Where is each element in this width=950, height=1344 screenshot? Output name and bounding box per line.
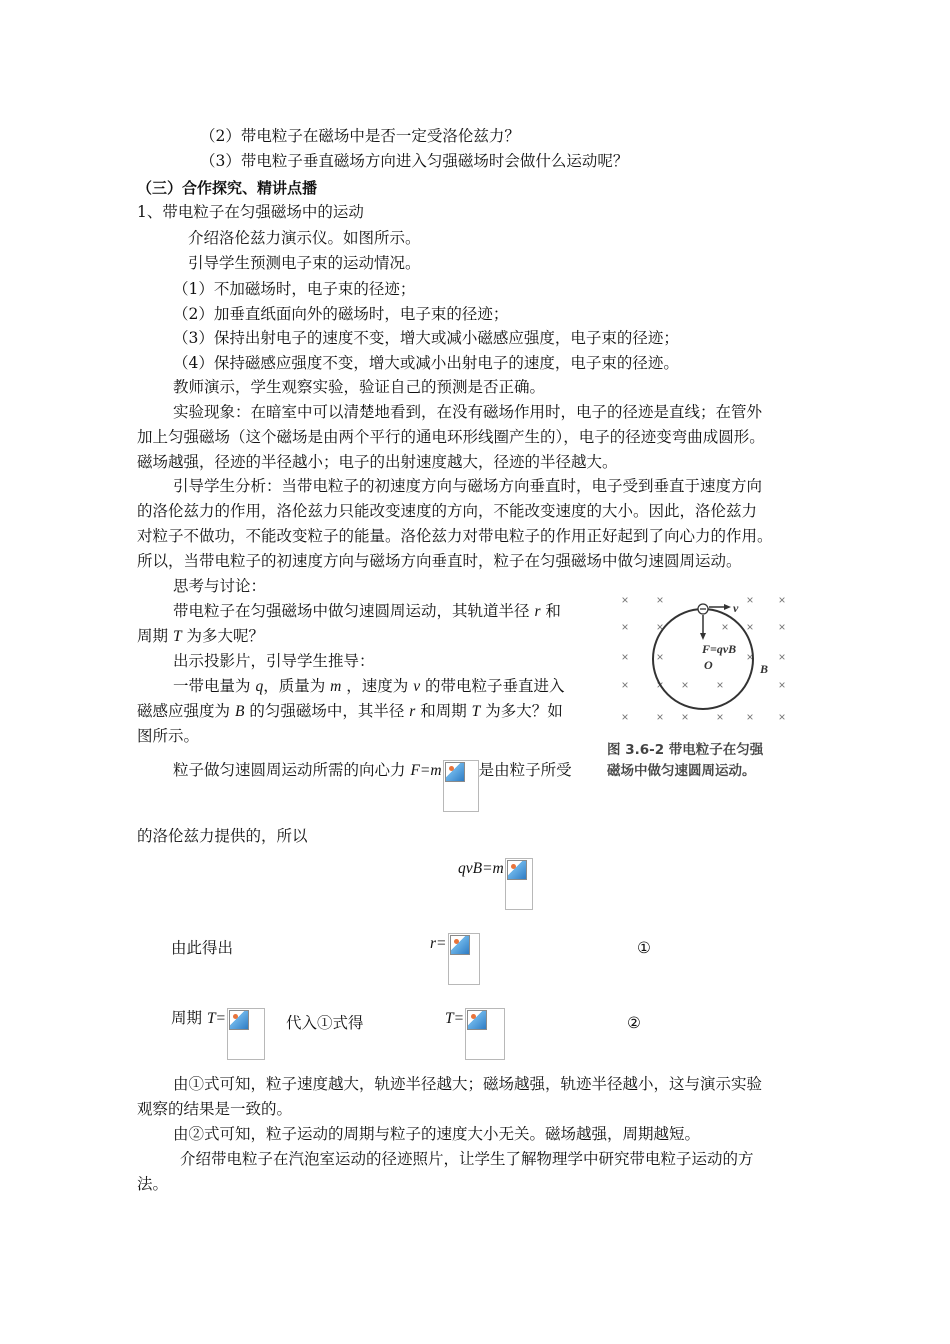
problem-line: 图所示。 bbox=[137, 727, 200, 745]
prediction-item: （3）保持出射电子的速度不变，增大或减小磁感应强度，电子束的径迹； bbox=[173, 329, 679, 347]
question-3: （3）带电粒子垂直磁场方向进入匀强磁场时会做什么运动呢？ bbox=[200, 152, 629, 170]
problem-line: 磁感应强度为 B 的匀强磁场中，其半径 r 和周期 T 为多大？如 bbox=[137, 702, 563, 720]
subheading: 1、带电粒子在匀强磁场中的运动 bbox=[137, 203, 364, 221]
substitute-text: 代入①式得 bbox=[286, 1014, 364, 1032]
formula-image-icon bbox=[505, 858, 533, 910]
svg-text:×: × bbox=[656, 620, 664, 634]
svg-text:×: × bbox=[778, 593, 786, 607]
analysis-line: 的洛伦兹力的作用，洛伦兹力只能改变速度的方向，不能改变速度的大小。因此，洛伦兹力 bbox=[137, 502, 758, 520]
formula-image-icon bbox=[448, 933, 480, 985]
question-line: 周期 T 为多大呢？ bbox=[137, 627, 264, 645]
svg-text:×: × bbox=[746, 593, 754, 607]
svg-text:×: × bbox=[621, 710, 629, 724]
prediction-item: （2）加垂直纸面向外的磁场时，电子束的径迹； bbox=[173, 305, 509, 323]
svg-text:×: × bbox=[621, 620, 629, 634]
conclusion-line: 由①式可知，粒子速度越大，轨迹半径越大；磁场越强，轨迹半径越小，这与演示实验 bbox=[173, 1075, 763, 1093]
formula-image-icon bbox=[227, 1008, 265, 1060]
phenomenon-line: 加上匀强磁场（这个磁场是由两个平行的通电环形线圈产生的），电子的径迹变弯曲成圆形。 bbox=[137, 428, 765, 446]
analysis-line: 所以，当带电粒子的初速度方向与磁场方向垂直时，粒子在匀强磁场中做匀速圆周运动。 bbox=[137, 552, 742, 570]
phenomenon-line: 磁场越强，径迹的半径越小；电子的出射速度越大，径迹的半径越大。 bbox=[137, 453, 618, 471]
analysis-line: 引导学生分析：当带电粒子的初速度方向与磁场方向垂直时，电子受到垂直于速度方向 bbox=[173, 477, 763, 495]
svg-text:×: × bbox=[746, 620, 754, 634]
centripetal-line: 的洛伦兹力提供的，所以 bbox=[137, 827, 308, 845]
equation-number-1: ① bbox=[637, 939, 651, 957]
equation-r: r= bbox=[430, 933, 480, 985]
svg-text:×: × bbox=[746, 650, 754, 664]
svg-text:×: × bbox=[716, 678, 724, 692]
demo-text: 教师演示，学生观察实验，验证自己的预测是否正确。 bbox=[173, 378, 546, 396]
svg-text:×: × bbox=[716, 710, 724, 724]
svg-text:×: × bbox=[746, 710, 754, 724]
svg-text:×: × bbox=[778, 650, 786, 664]
closing-line: 法。 bbox=[137, 1175, 169, 1193]
svg-text:×: × bbox=[621, 650, 629, 664]
formula-image-icon bbox=[465, 1008, 505, 1060]
equation-number-2: ② bbox=[627, 1014, 641, 1032]
svg-text:×: × bbox=[656, 678, 664, 692]
svg-text:×: × bbox=[778, 620, 786, 634]
closing-line: 介绍带电粒子在汽泡室运动的径迹照片，让学生了解物理学中研究带电粒子运动的方 bbox=[180, 1150, 754, 1168]
conclusion-line: 观察的结果是一致的。 bbox=[137, 1100, 293, 1118]
formula-image-icon bbox=[443, 760, 479, 812]
prediction-item: （1）不加磁场时，电子束的径迹； bbox=[173, 280, 416, 298]
force-label: F=qvB bbox=[702, 642, 737, 656]
equation-T: T= bbox=[445, 1008, 505, 1060]
section-heading: （三）合作探究、精讲点播 bbox=[137, 179, 318, 197]
intro-line: 引导学生预测电子束的运动情况。 bbox=[188, 254, 421, 272]
problem-line: 一带电量为 q，质量为 m ，速度为 v 的带电粒子垂直进入 bbox=[173, 677, 565, 695]
analysis-line: 对粒子不做功，不能改变粒子的能量。洛伦兹力对带电粒子的作用正好起到了向心力的作用。 bbox=[137, 527, 773, 545]
svg-text:×: × bbox=[656, 593, 664, 607]
velocity-label: v bbox=[733, 601, 739, 615]
svg-text:×: × bbox=[681, 710, 689, 724]
svg-text:×: × bbox=[656, 710, 664, 724]
svg-text:×: × bbox=[681, 678, 689, 692]
svg-text:×: × bbox=[721, 620, 729, 634]
svg-text:×: × bbox=[621, 678, 629, 692]
derive-label: 由此得出 bbox=[171, 939, 234, 957]
question-2: （2）带电粒子在磁场中是否一定受洛伦兹力？ bbox=[200, 127, 520, 145]
question-line: 带电粒子在匀强磁场中做匀速圆周运动，其轨道半径 r 和 bbox=[173, 602, 561, 620]
slide-text: 出示投影片，引导学生推导： bbox=[173, 652, 375, 670]
prediction-item: （4）保持磁感应强度不变，增大或减小出射电子的速度，电子束的径迹。 bbox=[173, 354, 679, 372]
circular-motion-figure bbox=[605, 583, 805, 783]
svg-text:×: × bbox=[621, 593, 629, 607]
svg-text:×: × bbox=[656, 650, 664, 664]
svg-text:×: × bbox=[778, 678, 786, 692]
centripetal-line: 粒子做匀速圆周运动所需的向心力 F=m 是由粒子所受 bbox=[173, 760, 572, 812]
figure-caption: 磁场中做匀速圆周运动。 bbox=[607, 763, 756, 779]
equation-qvb: qvB=m bbox=[458, 858, 533, 910]
conclusion-line: 由②式可知，粒子运动的周期与粒子的速度大小无关。磁场越强，周期越短。 bbox=[173, 1125, 701, 1143]
think-heading: 思考与讨论： bbox=[173, 577, 267, 595]
period-line: 周期 T= bbox=[171, 1008, 265, 1060]
origin-label: O bbox=[704, 658, 713, 672]
field-label: B bbox=[760, 662, 769, 676]
figure-caption: 图 3.6-2 带电粒子在匀强 bbox=[607, 742, 764, 758]
phenomenon-line: 实验现象：在暗室中可以清楚地看到，在没有磁场作用时，电子的径迹是直线；在管外 bbox=[173, 403, 763, 421]
intro-line: 介绍洛伦兹力演示仪。如图所示。 bbox=[188, 229, 421, 247]
magnetic-field-diagram bbox=[605, 583, 805, 733]
svg-text:×: × bbox=[778, 710, 786, 724]
